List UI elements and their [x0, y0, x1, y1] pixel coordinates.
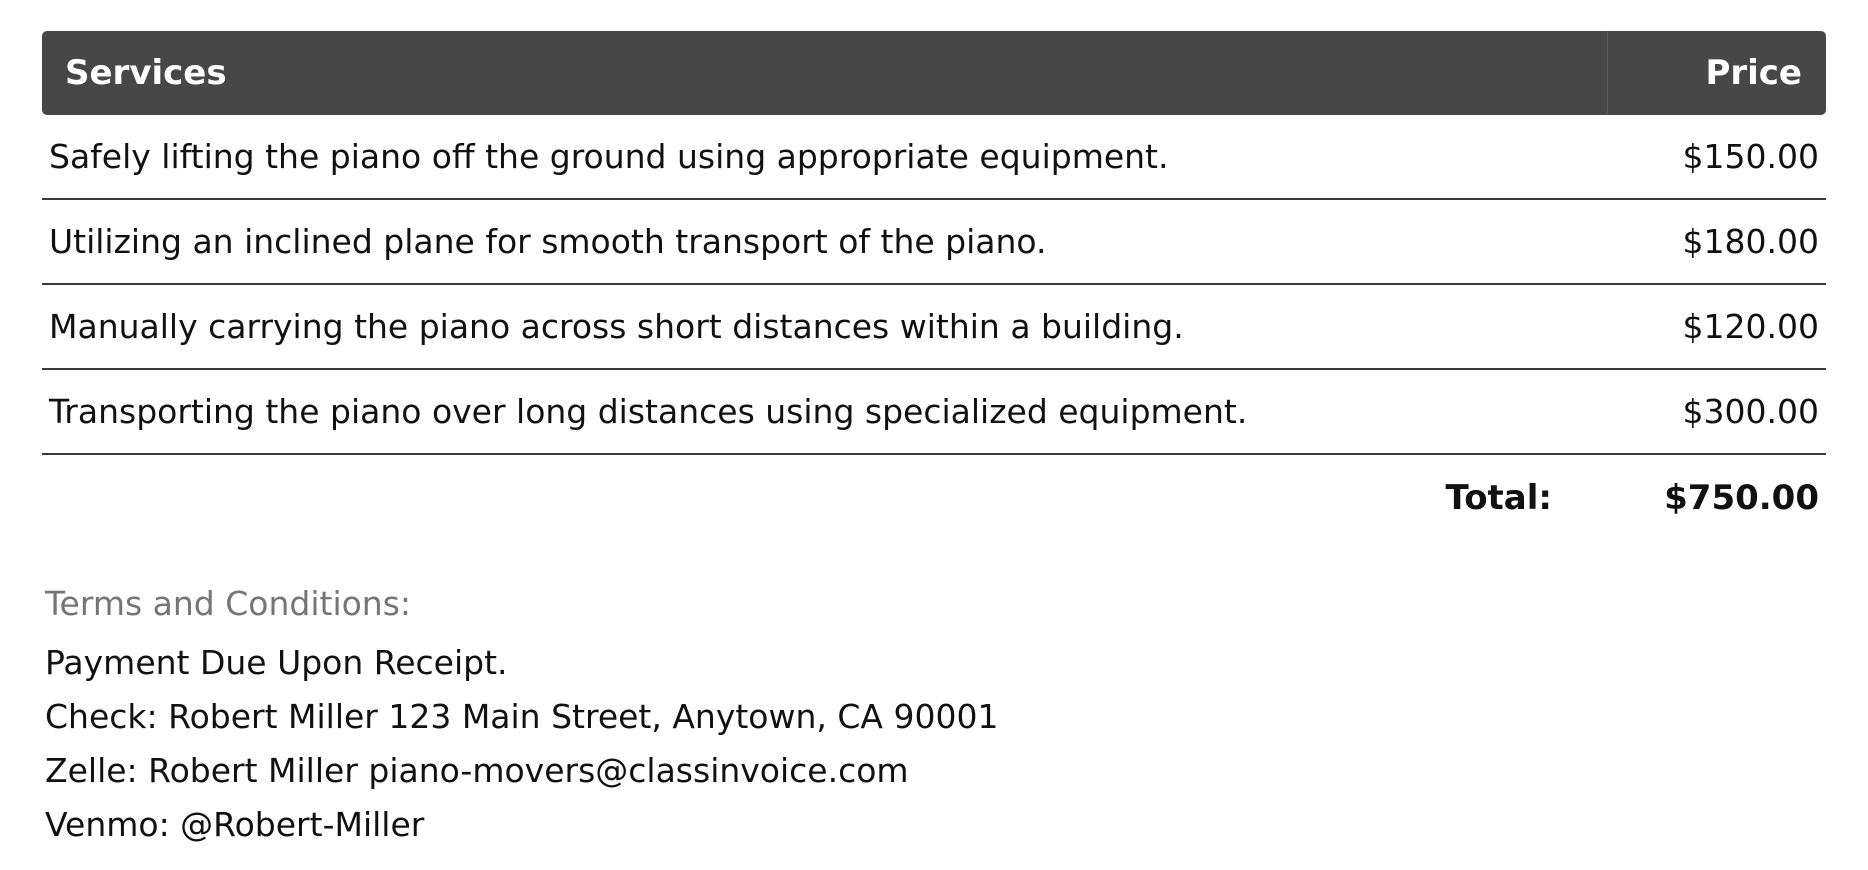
- total-value: $750.00: [1664, 478, 1819, 518]
- total-label: Total:: [1445, 478, 1552, 518]
- terms-line-venmo: Venmo: @Robert-Miller: [45, 805, 425, 844]
- terms-line-payment: Payment Due Upon Receipt.: [45, 643, 508, 682]
- table-row: [42, 115, 1826, 200]
- terms-line-check: Check: Robert Miller 123 Main Street, Anytown, CA 90001: [45, 697, 999, 736]
- service-description: Transporting the piano over long distances using specialized equipment.: [49, 392, 1248, 431]
- table-header: [42, 31, 1826, 115]
- terms-section: [45, 582, 998, 852]
- price-column-header: Price: [1705, 53, 1802, 93]
- service-description: Safely lifting the piano off the ground using appropriate equipment.: [49, 137, 1169, 176]
- services-table: [42, 31, 1826, 541]
- service-description: Utilizing an inclined plane for smooth transport of the piano.: [49, 222, 1047, 261]
- service-description: Manually carrying the piano across short distances within a building.: [49, 307, 1184, 346]
- terms-title: Terms and Conditions:: [45, 584, 412, 623]
- services-column-header: Services: [42, 31, 1608, 115]
- service-price: $180.00: [1682, 222, 1819, 261]
- table-row: [42, 285, 1826, 370]
- service-price: $300.00: [1682, 392, 1819, 431]
- table-row: [42, 200, 1826, 285]
- service-price: $120.00: [1682, 307, 1819, 346]
- total-row: [42, 455, 1826, 541]
- service-price: $150.00: [1682, 137, 1819, 176]
- terms-line-zelle: Zelle: Robert Miller piano-movers@classinvoice.com: [45, 751, 909, 790]
- table-row: [42, 370, 1826, 455]
